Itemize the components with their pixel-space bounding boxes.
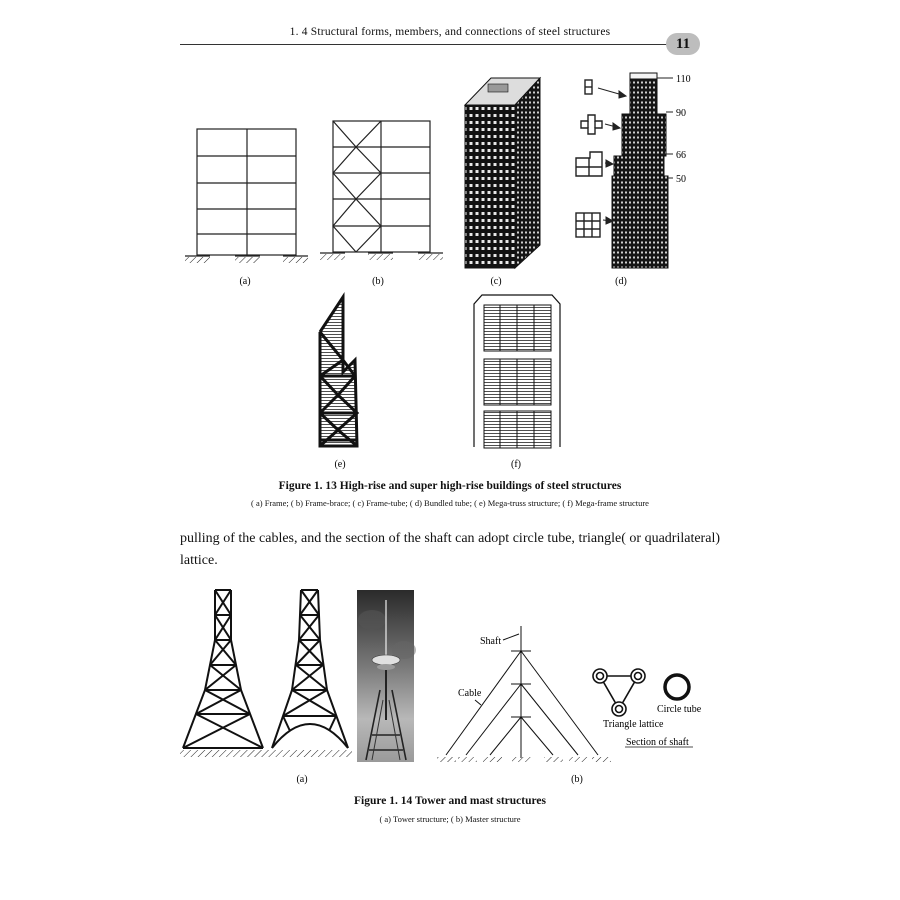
tower-photo	[357, 590, 416, 762]
figure-1-14-title: Figure 1. 14 Tower and mast structures	[354, 795, 546, 807]
mast-supports	[437, 757, 611, 762]
body-line: lattice.	[180, 553, 218, 568]
height-label: 110	[676, 74, 691, 85]
body-line: pulling of the cables, and the section of the shaft can adopt circle tube, triangle( or quadrilateral)	[180, 531, 720, 546]
page-number-badge: 11	[666, 33, 700, 55]
panel-label-f: (f)	[511, 459, 521, 470]
figure-1-13-title: Figure 1. 13 High-rise and super high-rise buildings of steel structures	[278, 480, 622, 492]
triangle-lattice-label: Triangle lattice	[603, 719, 664, 730]
panel-label-e: (e)	[334, 459, 346, 470]
cable-label: Cable	[458, 688, 482, 699]
circle-tube-section	[665, 675, 689, 699]
height-label: 66	[676, 150, 686, 161]
tower-truss-drawing	[183, 590, 263, 748]
panel-label-b: (b)	[571, 774, 583, 785]
panel-label-b: (b)	[372, 276, 384, 287]
ground-hatch	[268, 750, 352, 757]
height-label: 50	[676, 174, 686, 185]
triangle-lattice-section	[593, 669, 645, 716]
panel-label-d: (d)	[615, 276, 627, 287]
panel-label-c: (c)	[490, 276, 502, 287]
tower-arch-drawing	[272, 590, 348, 748]
running-header: 1. 4 Structural forms, members, and connections of steel structures	[289, 26, 611, 38]
panel-label-a: (a)	[239, 276, 251, 287]
circle-tube-label: Circle tube	[657, 704, 702, 715]
figure-1-13-subtitle: ( a) Frame; ( b) Frame-brace; ( c) Frame-tube; ( d) Bundled tube; ( e) Mega-truss structure; ( f) Mega-frame structure	[251, 498, 649, 508]
section-of-shaft-label: Section of shaft	[626, 737, 689, 748]
height-label: 90	[676, 108, 686, 119]
ground-hatch	[180, 750, 268, 757]
shaft-label: Shaft	[480, 636, 502, 647]
panel-label-a: (a)	[296, 774, 308, 785]
figure-1-14-subtitle: ( a) Tower structure; ( b) Master structure	[379, 814, 521, 824]
